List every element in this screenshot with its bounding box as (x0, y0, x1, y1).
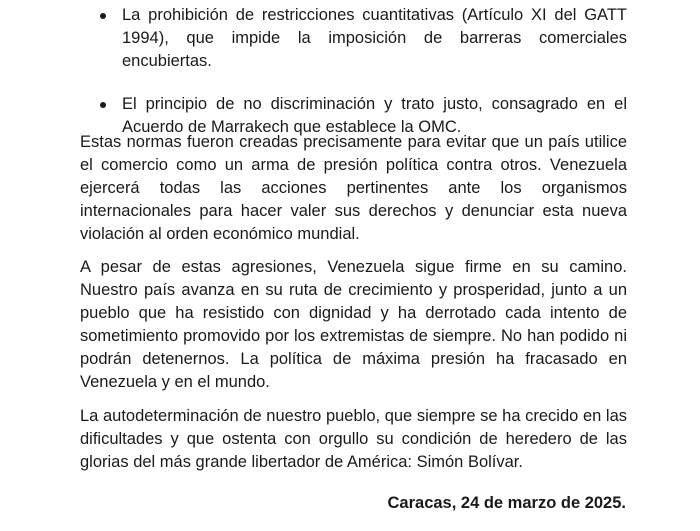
paragraph: A pesar de estas agresiones, Venezuela sigue firme en su camino. Nuestro país avanza en su ruta de crecimiento y prosperidad, junto a un pueblo que ha resistido con dignidad y ha derrotado cada intento de sometimiento promovido por los extremistas de siempre. No han podido ni podrán detenernos. La política de máxima presión ha fracasado en Venezuela y en el mundo. (80, 258, 627, 391)
bullet-item (100, 4, 627, 73)
bullet-text: El principio de no discriminación y trato justo, consagrado en el Acuerdo de Marrakech que establece la OMC. (122, 95, 627, 136)
bullet-dot-icon (100, 102, 106, 108)
paragraph: La autodeterminación de nuestro pueblo, que siempre se ha crecido en las dificultades y que ostenta con orgullo su condición de heredero de las glorias del más grande libertador de América: Simón Bolívar. (80, 407, 627, 471)
date-signoff: Caracas, 24 de marzo de 2025. (387, 494, 626, 512)
paragraph: Estas normas fueron creadas precisamente para evitar que un país utilice el comercio como un arma de presión política contra otros. Venezuela ejercerá todas las acciones pertinentes ante los organismos internacionales para hacer valer sus derechos y denunciar esta nueva violación al orden económico mundial. (80, 133, 627, 243)
bullet-dot-icon (100, 13, 106, 19)
bullet-text: La prohibición de restricciones cuantitativas (Artículo XI del GATT 1994), que impide la imposición de barreras comerciales encubiertas. (122, 6, 627, 70)
